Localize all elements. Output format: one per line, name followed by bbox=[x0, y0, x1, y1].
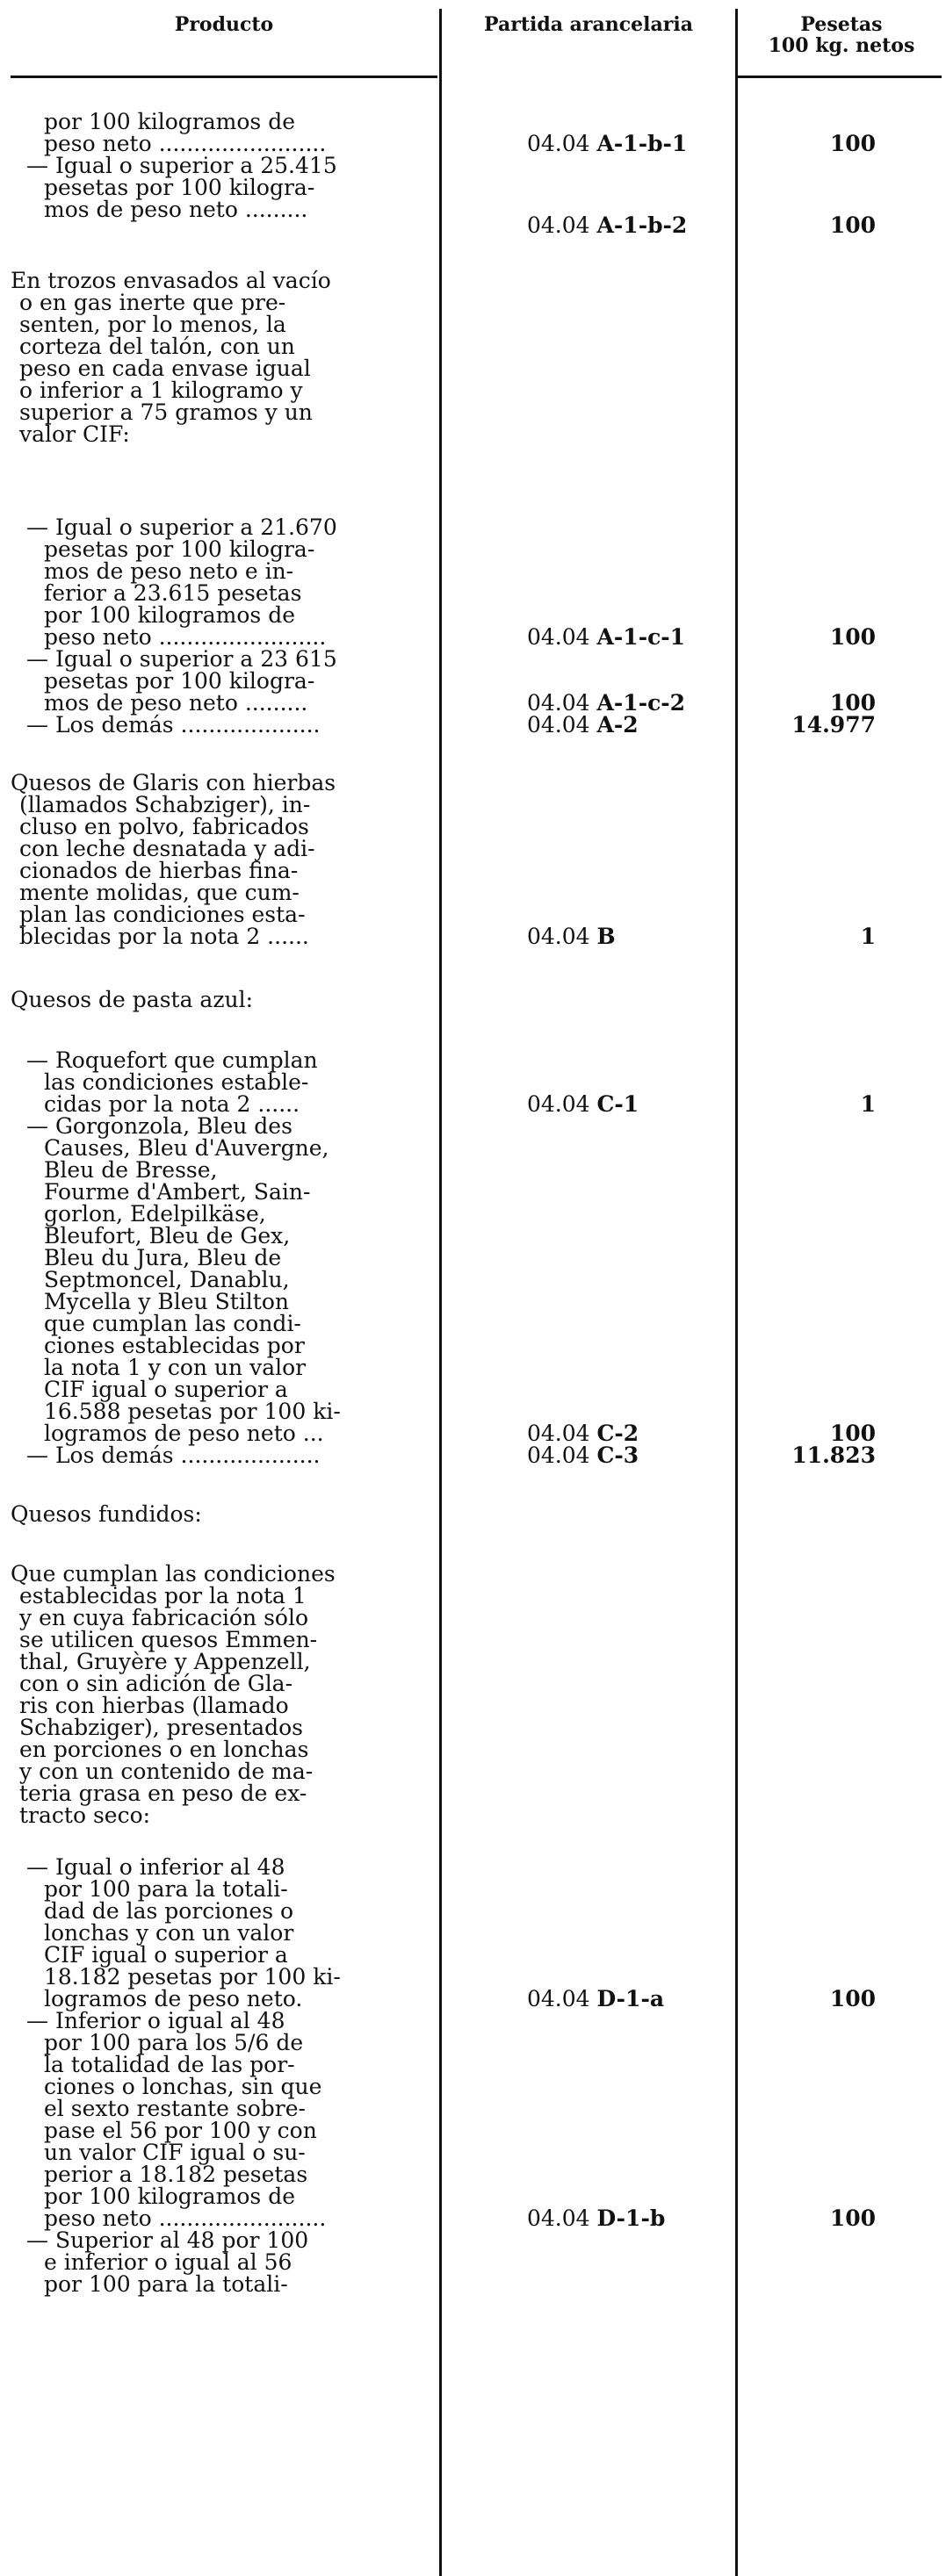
text-block-0: por 100 kilogramos de peso neto ........................ bbox=[44, 109, 327, 156]
tariff-row: 04.04 A-1-c-2 bbox=[527, 690, 686, 716]
column-divider-1 bbox=[439, 9, 442, 2576]
tariff-value: 100 bbox=[829, 212, 876, 238]
tariff-row: 04.04 B bbox=[527, 924, 616, 949]
text-block-15: — Superior al 48 por 100 e inferior o igual al 56 por 100 para la totali- bbox=[26, 2227, 309, 2297]
tariff-value: 100 bbox=[829, 1986, 876, 2011]
tariff-row: 04.04 A-1-b-1 bbox=[527, 131, 688, 156]
tariff-value: 11.823 bbox=[791, 1443, 876, 1468]
header-rule-left bbox=[11, 76, 437, 78]
header-producto: Producto bbox=[174, 13, 274, 36]
tariff-value: 1 bbox=[860, 1091, 876, 1117]
tariff-row: 04.04 D-1-b bbox=[527, 2205, 666, 2231]
header-pesetas bbox=[740, 14, 943, 56]
text-block-7: Quesos de pasta azul: bbox=[11, 987, 254, 1012]
text-block-9: — Gorgonzola, Bleu des Causes, Bleu d'Auvergne, Bleu de Bresse, Fourme d'Ambert, Sain- gorlon, Edelpilkäse, Bleufort, Bleu de Gex, Bleu du Jura, Bleu de Septmoncel, Danablu, Mycella y Bleu Stilton que cumplan las condi- ciones establecidas por la nota 1 y con un valor CIF igual o superior a 16.588 pesetas por 100 ki- logramos de peso neto ... bbox=[26, 1113, 341, 1446]
tariff-row: 04.04 A-2 bbox=[527, 712, 639, 738]
text-block-13: — Igual o inferior al 48 por 100 para la totali- dad de las porciones o lonchas y con un valor CIF igual o superior a 18.182 pesetas por 100 ki- logramos de peso neto. bbox=[26, 1854, 341, 2011]
column-divider-2 bbox=[735, 9, 738, 2576]
text-block-8: — Roquefort que cumplan las condiciones estable- cidas por la nota 2 ...... bbox=[26, 1047, 318, 1117]
text-block-2: En trozos envasados al vacío o en gas inerte que pre- senten, por lo menos, la corteza del talón, con un peso en cada envase igual o inferior a 1 kilogramo y superior a 75 gramos y un valor CIF: bbox=[11, 268, 331, 447]
text-block-3: — Igual o superior a 21.670 pesetas por 100 kilogra- mos de peso neto e in- ferior a 23.615 pesetas por 100 kilogramos de peso neto ........................ bbox=[26, 514, 337, 650]
tariff-value: 14.977 bbox=[791, 712, 876, 738]
header-pesetas-label: Pesetas bbox=[800, 13, 883, 36]
tariff-row: 04.04 C-2 bbox=[527, 1421, 639, 1446]
text-block-6: Quesos de Glaris con hierbas (llamados Schabziger), in- cluso en polvo, fabricados con leche desnatada y adi- cionados de hierbas fina- mente molidas, que cum- plan las condiciones esta- blecidas por la nota 2 ...... bbox=[11, 770, 336, 949]
tariff-value: 100 bbox=[829, 2205, 876, 2231]
header-partida: Partida arancelaria bbox=[484, 13, 693, 36]
text-block-11: Quesos fundidos: bbox=[11, 1501, 202, 1527]
text-block-4: — Igual o superior a 23 615 pesetas por 100 kilogra- mos de peso neto ......... bbox=[26, 646, 337, 716]
tariff-row: 04.04 C-1 bbox=[527, 1091, 639, 1117]
tariff-value: 100 bbox=[829, 1421, 876, 1446]
tariff-row: 04.04 A-1-b-2 bbox=[527, 212, 688, 238]
tariff-value: 100 bbox=[829, 624, 876, 650]
text-block-14: — Inferior o igual al 48 por 100 para los 5/6 de la totalidad de las por- ciones o lonchas, sin que el sexto restante sobre- pase el 56 por 100 y con un valor CIF igual o su- perior a 18.182 pesetas por 100 kilogramos de peso neto ........................ bbox=[26, 2008, 327, 2231]
tariff-value: 100 bbox=[829, 690, 876, 716]
tariff-row: 04.04 A-1-c-1 bbox=[527, 624, 686, 650]
text-block-5: — Los demás .................... bbox=[26, 712, 321, 738]
text-block-1: — Igual o superior a 25.415 pesetas por 100 kilogra- mos de peso neto ......... bbox=[26, 153, 337, 222]
text-block-10: — Los demás .................... bbox=[26, 1443, 321, 1468]
text-block-12: Que cumplan las condiciones establecidas por la nota 1 y en cuya fabricación sólo se utilicen quesos Emmen- thal, Gruyère y Appenzell, con o sin adición de Gla- ris con hierbas (llamado Schabziger), presentados en porciones o en lonchas y con un contenido de ma- teria grasa en peso de ex- tracto seco: bbox=[11, 1561, 336, 1828]
header-pesetas-unit: 100 kg. netos bbox=[768, 34, 915, 57]
tariff-row: 04.04 D-1-a bbox=[527, 1986, 665, 2011]
header-rule-right bbox=[738, 76, 942, 78]
tariff-value: 1 bbox=[860, 924, 876, 949]
tariff-row: 04.04 C-3 bbox=[527, 1443, 639, 1468]
tariff-value: 100 bbox=[829, 131, 876, 156]
